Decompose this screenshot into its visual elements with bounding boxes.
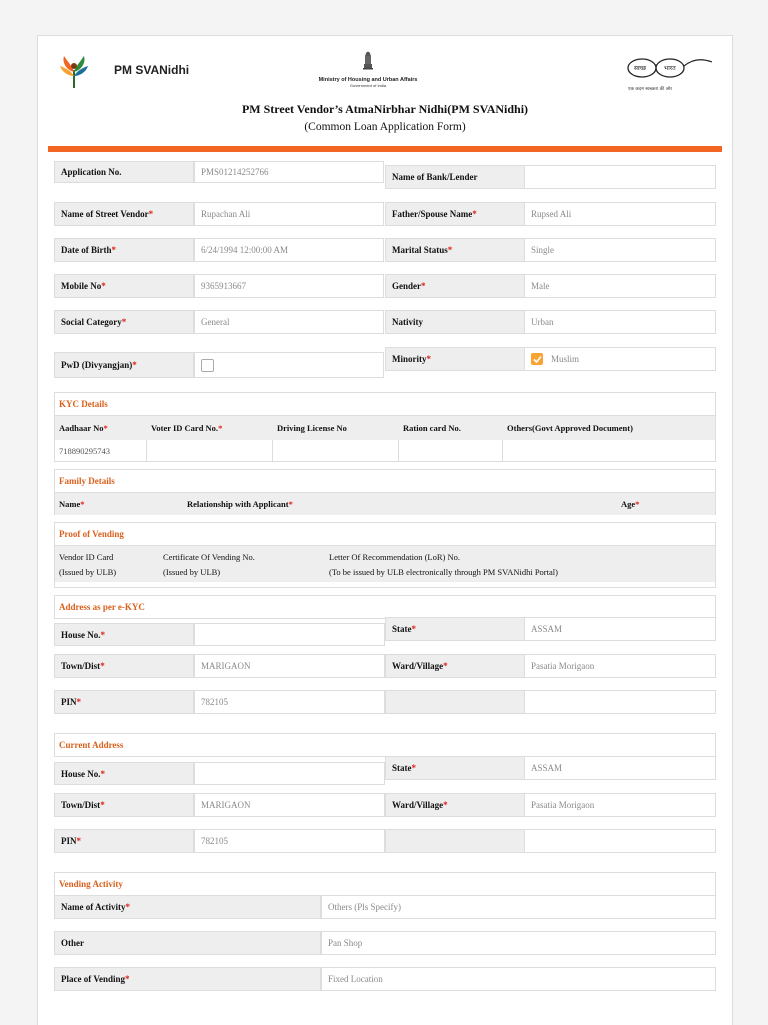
ekyc-row-state [54, 617, 716, 641]
activity-value: Others (Pls Specify) [321, 895, 716, 919]
bank-label: Name of Bank/Lender [385, 165, 525, 189]
current-address-title: Current Address [59, 740, 124, 750]
ekyc-row-pin [54, 690, 716, 714]
kyc-aadhaar-value: 718890295743 [55, 440, 147, 462]
ekyc-pin-label: PIN * [54, 690, 194, 714]
dob-value: 6/24/1994 12:00:00 AM [194, 238, 384, 262]
form-header [38, 36, 732, 148]
family-header-row [55, 493, 715, 515]
address-ekyc-title: Address as per e-KYC [59, 602, 145, 612]
check-icon [533, 355, 542, 364]
row-vendor-name [54, 202, 716, 226]
orange-divider [48, 146, 722, 152]
family-header-age: Age * [621, 499, 640, 509]
vending-row-activity [54, 895, 716, 919]
proof-header-lor: Letter Of Recommendation (LoR) No. (To be issued by ULB electronically through PM SVANidhi Portal) [329, 551, 558, 577]
form-subtitle: (Common Loan Application Form) [304, 121, 466, 133]
minority-label: Minority * [385, 347, 525, 371]
father-name-label: Father/Spouse Name * [385, 202, 525, 226]
vending-row-other [54, 931, 716, 955]
ekyc-row-town [54, 654, 716, 678]
current-row-pin [54, 829, 716, 853]
kyc-voter-value [147, 440, 273, 462]
kyc-dl-value [273, 440, 399, 462]
current-state-value: ASSAM [524, 756, 716, 780]
activity-label: Name of Activity * [54, 895, 321, 919]
proof-title: Proof of Vending [55, 523, 715, 546]
current-pin-label: PIN * [54, 829, 194, 853]
family-header-name: Name * [59, 499, 85, 509]
other-value: Pan Shop [321, 931, 716, 955]
kyc-title: KYC Details [55, 393, 715, 416]
swachh-word: स्वच्छ [634, 65, 647, 72]
kyc-header-dl: Driving License No [277, 423, 347, 433]
kyc-header-row [55, 416, 715, 440]
application-no-value: PMS01214252766 [194, 161, 384, 183]
glasses-icon [624, 54, 714, 84]
marital-label: Marital Status * [385, 238, 525, 262]
minority-field [524, 347, 716, 371]
place-label: Place of Vending * [54, 967, 321, 991]
vending-title: Vending Activity [59, 879, 123, 889]
national-emblem-icon [361, 50, 375, 70]
family-title: Family Details [55, 470, 715, 493]
vendor-name-value: Rupachan Ali [194, 202, 384, 226]
ekyc-town-value: MARIGAON [194, 654, 385, 678]
minority-value: Muslim [551, 354, 580, 364]
vending-row-place [54, 967, 716, 991]
gender-value: Male [524, 274, 716, 298]
ministry-block [308, 50, 428, 88]
ekyc-state-value: ASSAM [524, 617, 716, 641]
ekyc-blank-label [385, 690, 525, 714]
vending-section [54, 872, 716, 896]
current-house-label: House No. * [54, 762, 194, 785]
application-form-page [37, 35, 733, 1025]
current-state-label: State * [385, 756, 525, 780]
swachh-tagline: एक कदम स्वच्छता की ओर [628, 87, 673, 92]
ekyc-state-label: State * [385, 617, 525, 641]
current-row-state [54, 756, 716, 780]
gender-label: Gender * [385, 274, 525, 298]
place-value: Fixed Location [321, 967, 716, 991]
row-mobile [54, 274, 716, 298]
row-minority [54, 347, 716, 371]
address-ekyc-section [54, 595, 716, 619]
kyc-ration-value [399, 440, 503, 462]
father-name-value: Rupsed Ali [524, 202, 716, 226]
current-blank-label [385, 829, 525, 853]
vendor-name-label: Name of Street Vendor * [54, 202, 194, 226]
kyc-header-ration: Ration card No. [403, 423, 461, 433]
current-row-town [54, 793, 716, 817]
row-category [54, 310, 716, 334]
nativity-label: Nativity [385, 310, 525, 334]
proof-header-certificate: Certificate Of Vending No. (Issued by ULB) [163, 551, 255, 577]
kyc-others-value [503, 440, 717, 462]
proof-header-vendor-id: Vendor ID Card (Issued by ULB) [59, 551, 117, 577]
proof-header-row [55, 546, 715, 582]
family-header-relationship: Relationship with Applicant * [187, 499, 293, 509]
row-dob [54, 238, 716, 262]
kyc-header-others: Others(Govt Approved Document) [507, 423, 633, 433]
kyc-value-row [55, 440, 715, 462]
ministry-name: Ministry of Housing and Urban Affairs [318, 77, 418, 83]
current-ward-label: Ward/Village * [385, 793, 525, 817]
category-label: Social Category * [54, 310, 194, 334]
pwd-label: PwD (Divyangjan) * [54, 352, 194, 378]
kyc-header-aadhaar: Aadhaar No * [59, 423, 108, 433]
current-town-value: MARIGAON [194, 793, 385, 817]
nativity-value: Urban [524, 310, 716, 334]
kyc-header-voter: Voter ID Card No. * [151, 423, 223, 433]
bank-value[interactable] [524, 165, 716, 189]
brand-name: PM SVANidhi [114, 63, 190, 77]
ekyc-town-label: Town/Dist * [54, 654, 194, 678]
ekyc-pin-value: 782105 [194, 690, 385, 714]
marital-value: Single [524, 238, 716, 262]
mobile-label: Mobile No * [54, 274, 194, 298]
current-address-section [54, 733, 716, 757]
current-ward-value: Pasatia Morigaon [524, 793, 716, 817]
current-pin-value: 782105 [194, 829, 385, 853]
family-section [54, 469, 716, 515]
ekyc-ward-value: Pasatia Morigaon [524, 654, 716, 678]
current-blank-value [524, 829, 716, 853]
row-bank [54, 165, 716, 189]
government-name: Government of India [349, 83, 387, 88]
pm-svanidhi-logo [56, 54, 92, 90]
minority-checkbox-checked[interactable] [531, 353, 543, 365]
form-title: PM Street Vendor’s AtmaNirbhar Nidhi(PM SVANidhi) [241, 102, 529, 116]
ekyc-blank-value [524, 690, 716, 714]
bharat-word: भारत [664, 65, 676, 72]
swachh-bharat-logo [624, 54, 714, 94]
kyc-section [54, 392, 716, 462]
dob-label: Date of Birth * [54, 238, 194, 262]
mobile-value: 9365913667 [194, 274, 384, 298]
other-label: Other [54, 931, 321, 955]
current-town-label: Town/Dist * [54, 793, 194, 817]
ekyc-ward-label: Ward/Village * [385, 654, 525, 678]
proof-section [54, 522, 716, 588]
application-no-label: Application No. [54, 161, 194, 183]
ekyc-house-label: House No. * [54, 623, 194, 646]
category-value: General [194, 310, 384, 334]
